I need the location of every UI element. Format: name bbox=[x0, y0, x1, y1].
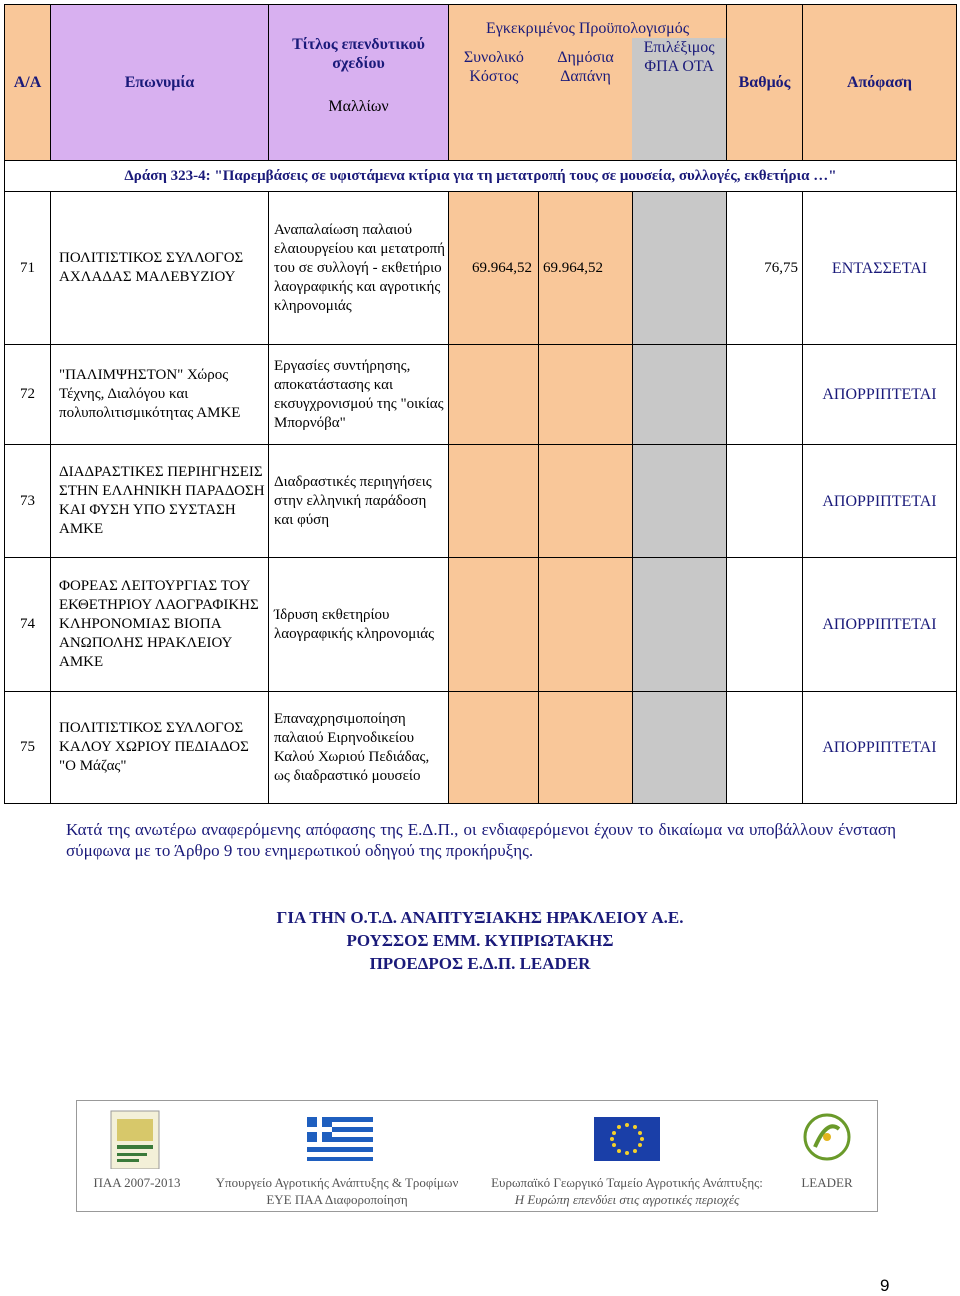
leader-logo-icon bbox=[777, 1109, 877, 1164]
table-row bbox=[5, 558, 957, 692]
ministry-text bbox=[197, 1174, 477, 1208]
row-name: ΦΟΡΕΑΣ ΛΕΙΤΟΥΡΓΙΑΣ ΤΟΥ ΕΚΘΕΤΗΡΙΟΥ ΛΑΟΓΡΑΦΙΚΗΣ ΚΛΗΡΟΝΟΜΙΑΣ ΒΙΟΠΑ ΑΝΩΠΟΛΗΣ ΗΡΑΚΛΕΙΟΥ ΑΜΚΕ bbox=[51, 558, 269, 692]
greek-flag-icon bbox=[197, 1109, 477, 1164]
leader-text: LEADER bbox=[801, 1175, 853, 1190]
row-total-cost: 69.964,52 bbox=[449, 192, 539, 345]
row-public-spend: 69.964,52 bbox=[539, 192, 633, 345]
row-aa: 74 bbox=[5, 558, 51, 692]
row-aa: 71 bbox=[5, 192, 51, 345]
row-name: ΠΟΛΙΤΙΣΤΙΚΟΣ ΣΥΛΛΟΓΟΣ ΚΑΛΟΥ ΧΩΡΙΟΥ ΠΕΔΙΑΔΟΣ "Ο Μάζας" bbox=[51, 692, 269, 804]
row-public-spend bbox=[539, 558, 633, 692]
row-decision: ΑΠΟΡΡΙΠΤΕΤΑΙ bbox=[803, 692, 957, 804]
row-aa: 72 bbox=[5, 345, 51, 445]
row-decision: ΕΝΤΑΣΣΕΤΑΙ bbox=[803, 192, 957, 345]
page-number: 9 bbox=[880, 1276, 890, 1295]
header-total-cost: Συνολικό Κόστος bbox=[463, 49, 524, 85]
row-vat bbox=[633, 692, 727, 804]
header-title-top: Τίτλος επενδυτικού σχεδίου bbox=[292, 36, 425, 72]
row-public-spend bbox=[539, 345, 633, 445]
footer-ministry bbox=[197, 1101, 477, 1211]
eu-line-2: Η Ευρώπη επενδύει στις αγροτικές περιοχές bbox=[514, 1192, 740, 1207]
eu-text bbox=[477, 1174, 777, 1208]
header-aa: Α/Α bbox=[5, 5, 51, 161]
footer-leader bbox=[777, 1101, 877, 1211]
row-vat bbox=[633, 445, 727, 558]
table-row bbox=[5, 692, 957, 804]
objection-note: Κατά της ανωτέρω αναφερόμενης απόφασης της Ε.Δ.Π., οι ενδιαφερόμενοι έχουν το δικαίωμα να υποβάλλουν ένσταση σύμφωνα με το Άρθρο 9 του ενημερωτικού οδηγού της προκήρυξης. bbox=[66, 820, 896, 860]
row-title: Επαναχρησιμοποίηση παλαιού Ειρηνοδικείου Καλού Χωριού Πεδιάδας, ως διαδραστικό μουσείο bbox=[269, 692, 449, 804]
action-row bbox=[5, 161, 957, 192]
table-row bbox=[5, 445, 957, 558]
footer-paa bbox=[77, 1101, 197, 1211]
row-public-spend bbox=[539, 692, 633, 804]
row-total-cost bbox=[449, 345, 539, 445]
signature-line-2: ΡΟΥΣΣΟΣ ΕΜΜ. ΚΥΠΡΙΩΤΑΚΗΣ bbox=[346, 931, 614, 950]
results-table bbox=[4, 4, 957, 804]
header-eligible-vat: Επιλέξιμος ΦΠΑ ΟΤΑ bbox=[632, 38, 726, 160]
row-title: Ίδρυση εκθετηρίου λαογραφικής κληρονομιάς bbox=[269, 558, 449, 692]
row-aa: 75 bbox=[5, 692, 51, 804]
row-score bbox=[727, 345, 803, 445]
row-public-spend bbox=[539, 445, 633, 558]
header-title-bottom: Μαλλίων bbox=[328, 98, 389, 115]
paa-text: ΠΑΑ 2007-2013 bbox=[93, 1175, 181, 1190]
row-vat bbox=[633, 345, 727, 445]
row-title: Εργασίες συντήρησης, αποκατάστασης και εκσυγχρονισμού της "οικίας Μπορνόβα" bbox=[269, 345, 449, 445]
footer-eu bbox=[477, 1101, 777, 1211]
ministry-line-1: Υπουργείο Αγροτικής Ανάπτυξης & Τροφίμων bbox=[215, 1175, 459, 1190]
footer-logos bbox=[76, 1100, 878, 1212]
row-title: Αναπαλαίωση παλαιού ελαιουργείου και μετατροπή του σε συλλογή - εκθετήριο λαογραφικής και αγροτικής κληρονομιάς bbox=[269, 192, 449, 345]
ministry-line-2: ΕΥΕ ΠΑΑ Διαφοροποίηση bbox=[266, 1192, 408, 1207]
row-score bbox=[727, 558, 803, 692]
header-name: Επωνυμία bbox=[51, 5, 269, 161]
header-title bbox=[269, 5, 449, 161]
row-name: ΔΙΑΔΡΑΣΤΙΚΕΣ ΠΕΡΙΗΓΗΣΕΙΣ ΣΤΗΝ ΕΛΛΗΝΙΚΗ ΠΑΡΑΔΟΣΗ ΚΑΙ ΦΥΣΗ ΥΠΟ ΣΥΣΤΑΣΗ ΑΜΚΕ bbox=[51, 445, 269, 558]
row-score bbox=[727, 445, 803, 558]
row-title: Διαδραστικές περιηγήσεις στην ελληνική παράδοση και φύση bbox=[269, 445, 449, 558]
row-vat bbox=[633, 558, 727, 692]
row-vat bbox=[633, 192, 727, 345]
row-decision: ΑΠΟΡΡΙΠΤΕΤΑΙ bbox=[803, 445, 957, 558]
signature-line-1: ΓΙΑ ΤΗΝ Ο.Τ.Δ. ΑΝΑΠΤΥΞΙΑΚΗΣ ΗΡΑΚΛΕΙΟΥ Α.Ε. bbox=[276, 908, 684, 927]
row-total-cost bbox=[449, 445, 539, 558]
row-score: 76,75 bbox=[727, 192, 803, 345]
row-score bbox=[727, 692, 803, 804]
header-budget-group: Εγκεκριμένος Προϋπολογισμός bbox=[485, 20, 690, 37]
header-score: Βαθμός bbox=[727, 5, 803, 161]
eu-flag-icon bbox=[477, 1109, 777, 1164]
row-name: "ΠΑΛΙΜΨΗΣΤΟΝ" Χώρος Τέχνης, Διαλόγου και πολυπολιτισμικότητας ΑΜΚΕ bbox=[51, 345, 269, 445]
paa-logo-icon bbox=[77, 1109, 197, 1164]
row-total-cost bbox=[449, 692, 539, 804]
header-row bbox=[5, 5, 957, 161]
header-budget bbox=[449, 5, 727, 161]
table-row bbox=[5, 192, 957, 345]
header-public-spend: Δημόσια Δαπάνη bbox=[557, 49, 614, 85]
signature-line-3: ΠΡΟΕΔΡΟΣ Ε.Δ.Π. LEADER bbox=[369, 954, 591, 973]
row-name: ΠΟΛΙΤΙΣΤΙΚΟΣ ΣΥΛΛΟΓΟΣ ΑΧΛΑΔΑΣ ΜΑΛΕΒΥΖΙΟΥ bbox=[51, 192, 269, 345]
row-total-cost bbox=[449, 558, 539, 692]
row-aa: 73 bbox=[5, 445, 51, 558]
action-title: Δράση 323-4: "Παρεμβάσεις σε υφιστάμενα κτίρια για τη μετατροπή τους σε μουσεία, συλλογές, εκθετήρια …" bbox=[5, 161, 957, 192]
row-decision: ΑΠΟΡΡΙΠΤΕΤΑΙ bbox=[803, 345, 957, 445]
table-row bbox=[5, 345, 957, 445]
row-decision: ΑΠΟΡΡΙΠΤΕΤΑΙ bbox=[803, 558, 957, 692]
eu-line-1: Ευρωπαϊκό Γεωργικό Ταμείο Αγροτικής Ανάπτυξης: bbox=[491, 1175, 763, 1190]
header-decision: Απόφαση bbox=[803, 5, 957, 161]
